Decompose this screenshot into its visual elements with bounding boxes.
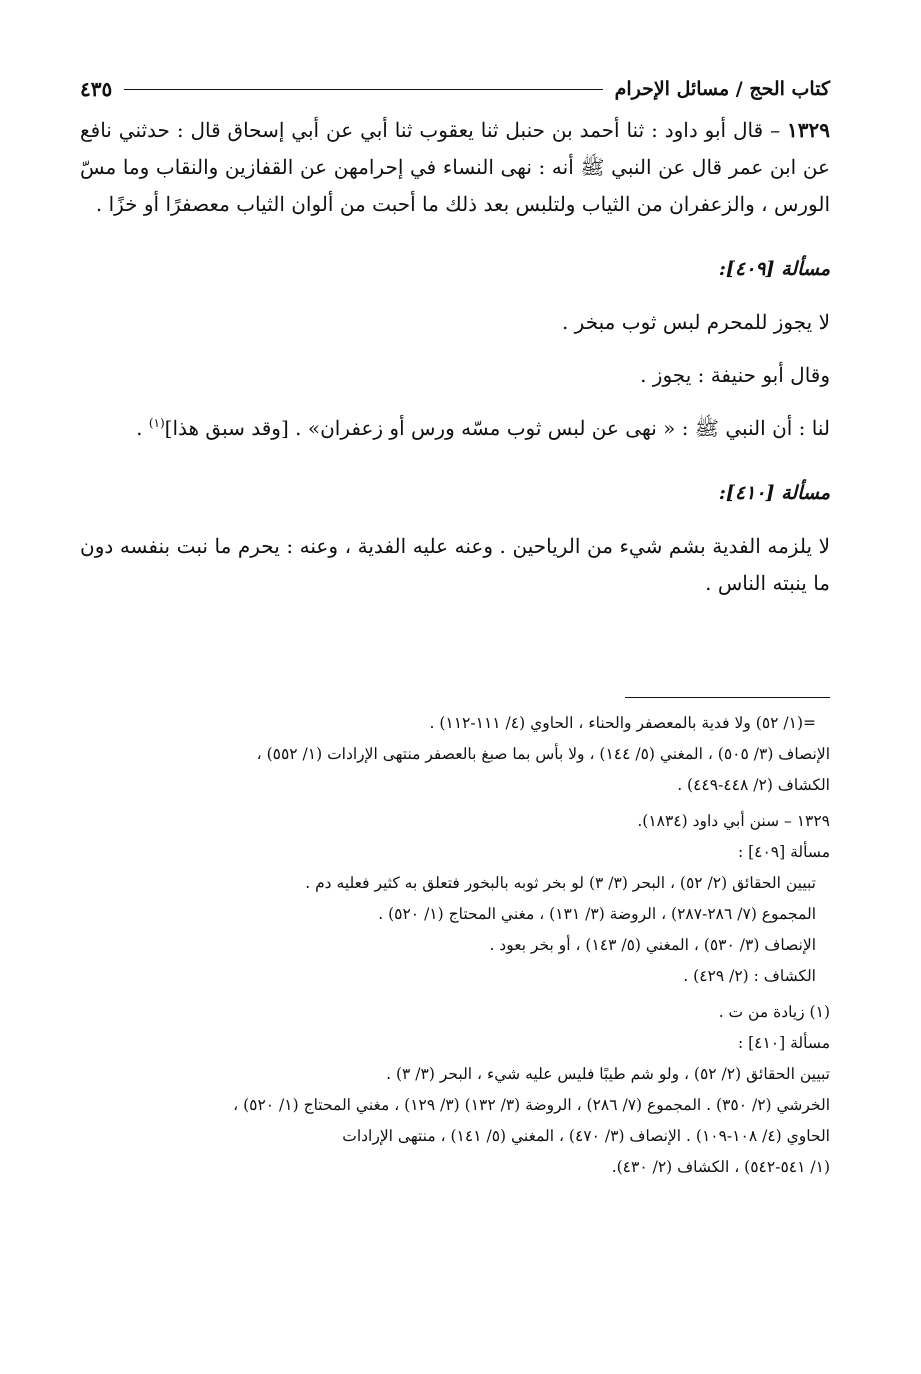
masala-409-hanafi-view: وقال أبو حنيفة : يجوز . <box>640 363 830 387</box>
footnote-line: الإنصاف (٣/ ٥٠٥) ، المغني (٥/ ١٤٤) ، ولا بأس بما صبغ بالعصفر منتهى الإرادات (١/ ٥٥٢) ، <box>256 745 830 763</box>
masala-409-evidence <box>80 410 830 447</box>
masala-410-ruling: لا يلزمه الفدية بشم شيء من الرياحين . وعنه عليه الفدية ، وعنه : يحرم ما نبت بنفسه دون ما ينبته الناس . <box>80 534 830 595</box>
chapter-title: كتاب الحج / مسائل الإحرام <box>614 78 830 100</box>
masala-409-ruling: لا يجوز للمحرم لبس ثوب مبخر . <box>561 310 830 334</box>
running-header <box>80 74 830 104</box>
footnotes <box>80 708 830 1183</box>
header-rule <box>124 89 602 90</box>
hadith-paragraph <box>80 112 830 223</box>
footnote-line: الكشاف : (٢/ ٤٢٩) . <box>683 967 816 985</box>
masala-410-heading: مسألة [٤١٠]: <box>718 482 830 504</box>
footnote-hadith-source: ١٣٢٩ – سنن أبي داود (١٨٣٤). <box>637 812 830 830</box>
footnote-1: (١) زيادة من ت . <box>718 1003 830 1021</box>
footnote-line: الخرشي (٢/ ٣٥٠) . المجموع (٧/ ٢٨٦) ، الروضة (٣/ ١٣٢) (٣/ ١٢٩) ، مغني المحتاج (١/ ٥٢٠) ، <box>233 1096 830 1114</box>
book-page <box>80 60 830 1340</box>
main-text <box>80 112 830 602</box>
footnote-line: المجموع (٧/ ٢٨٦-٢٨٧) ، الروضة (٣/ ١٣١) ، مغني المحتاج (١/ ٥٢٠) . <box>378 905 816 923</box>
footnote-line: (١/ ٥٤١-٥٤٢) ، الكشاف (٢/ ٤٣٠). <box>611 1158 830 1176</box>
footnote-line: تبيين الحقائق (٢/ ٥٢) ، البحر (٣/ ٣) لو بخر ثوبه بالبخور فتعلق به كثير فعليه دم . <box>305 874 816 892</box>
page-number: ٤٣٥ <box>80 77 113 101</box>
footnote-line: الكشاف (٢/ ٤٤٨-٤٤٩) . <box>677 776 830 794</box>
masala-409-heading: مسألة [٤٠٩]: <box>718 258 830 280</box>
footnote-line: تبيين الحقائق (٢/ ٥٢) ، ولو شم طيبًا فليس عليه شيء ، البحر (٣/ ٣) . <box>386 1065 830 1083</box>
hadith-text: – قال أبو داود : ثنا أحمد بن حنبل ثنا يعقوب ثنا أبي عن أبي إسحاق قال : حدثني نافع عن ابن عمر قال عن النبي ﷺ أنه : نهى النساء في إحرامهن عن القفازين والنقاب وما مسّ الورس ، والزعفران من الثياب ولتلبس بعد ذلك ما أحبت من ألوان الثياب معصفرًا أو خزًا . <box>80 118 830 216</box>
footnote-line: =(١/ ٥٢) ولا فدية بالمعصفر والحناء ، الحاوي (٤/ ١١١-١١٢) . <box>429 714 816 732</box>
footnote-line: الحاوي (٤/ ١٠٨-١٠٩) . الإنصاف (٣/ ٤٧٠) ، المغني (٥/ ١٤١) ، منتهى الإرادات <box>342 1127 830 1145</box>
footnote-marker: (١) <box>148 416 165 430</box>
masala-409-evidence-text: لنا : أن النبي ﷺ : « نهى عن لبس ثوب مسّه ورس أو زعفران» . [وقد سبق هذا] <box>164 416 830 440</box>
hadith-number: ١٣٢٩ <box>787 118 830 142</box>
footnote-separator <box>625 697 830 698</box>
footnote-line: الإنصاف (٣/ ٥٣٠) ، المغني (٥/ ١٤٣) ، أو بخر بعود . <box>489 936 816 954</box>
masala-409-evidence-end: . <box>136 416 149 440</box>
footnote-masala-410-label: مسألة [٤١٠] : <box>737 1034 830 1052</box>
footnote-masala-409-label: مسألة [٤٠٩] : <box>737 843 830 861</box>
